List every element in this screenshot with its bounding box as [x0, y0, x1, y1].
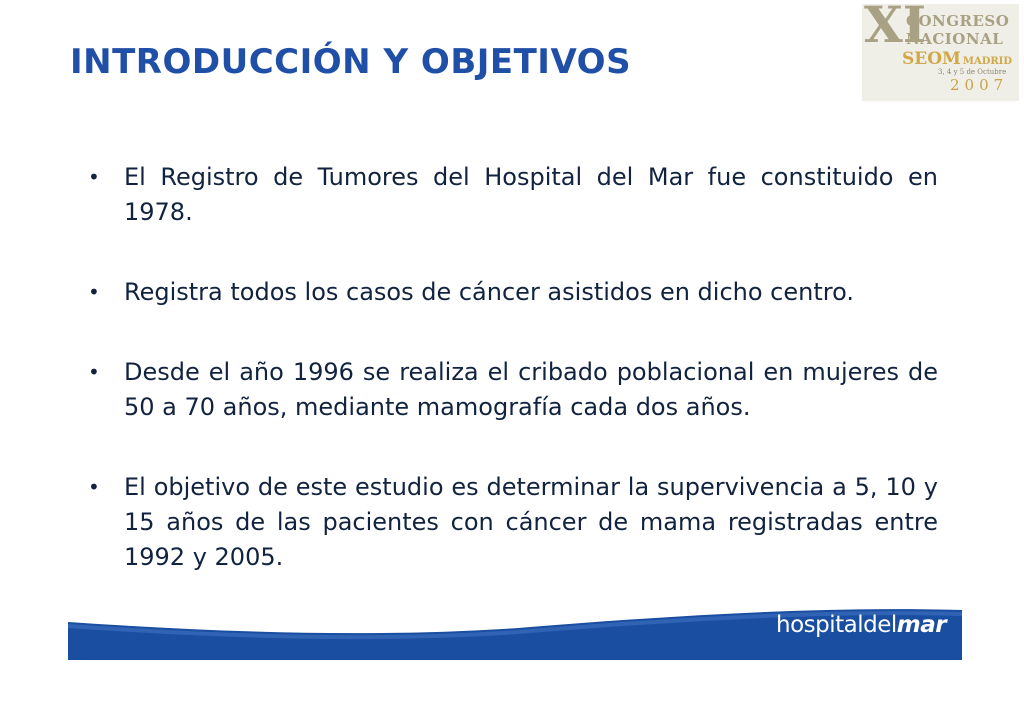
bullet-list	[88, 160, 938, 620]
congress-logo	[862, 4, 1019, 101]
congress-year: 2007	[950, 76, 1009, 94]
bullet-dot: •	[88, 475, 100, 499]
bullet-text: Registra todos los casos de cáncer asistidos en dicho centro.	[124, 278, 854, 306]
slide-title: INTRODUCCIÓN Y OBJETIVOS	[70, 42, 632, 82]
bullet-item	[88, 275, 938, 310]
congress-seom	[902, 51, 1012, 68]
bullet-dot: •	[88, 165, 100, 189]
bullet-item	[88, 355, 938, 425]
bullet-item	[88, 470, 938, 575]
bullet-text: El Registro de Tumores del Hospital del Mar fue constituido en 1978.	[124, 163, 938, 226]
bullet-dot: •	[88, 360, 100, 384]
bullet-item	[88, 160, 938, 230]
congress-numeral: XI	[864, 4, 927, 54]
bullet-dot: •	[88, 280, 100, 304]
hospital-del-mar-logo	[776, 614, 946, 637]
congress-line2: NACIONAL	[906, 30, 1004, 48]
brand-part2: mar	[896, 612, 947, 638]
brand-part1: hospitaldel	[776, 612, 897, 638]
congress-dates: 3, 4 y 5 de Octubre	[938, 68, 1007, 76]
congress-seom-text: SEOM	[902, 49, 961, 69]
congress-line1: CONGRESO	[906, 12, 1010, 30]
bullet-text: El objetivo de este estudio es determinar la supervivencia a 5, 10 y 15 años de las pacientes con cáncer de mama registradas entre 1992 y 2005.	[124, 473, 938, 571]
congress-city: MADRID	[962, 56, 1013, 67]
bullet-text: Desde el año 1996 se realiza el cribado poblacional en mujeres de 50 a 70 años, mediante mamografía cada dos años.	[124, 358, 938, 421]
